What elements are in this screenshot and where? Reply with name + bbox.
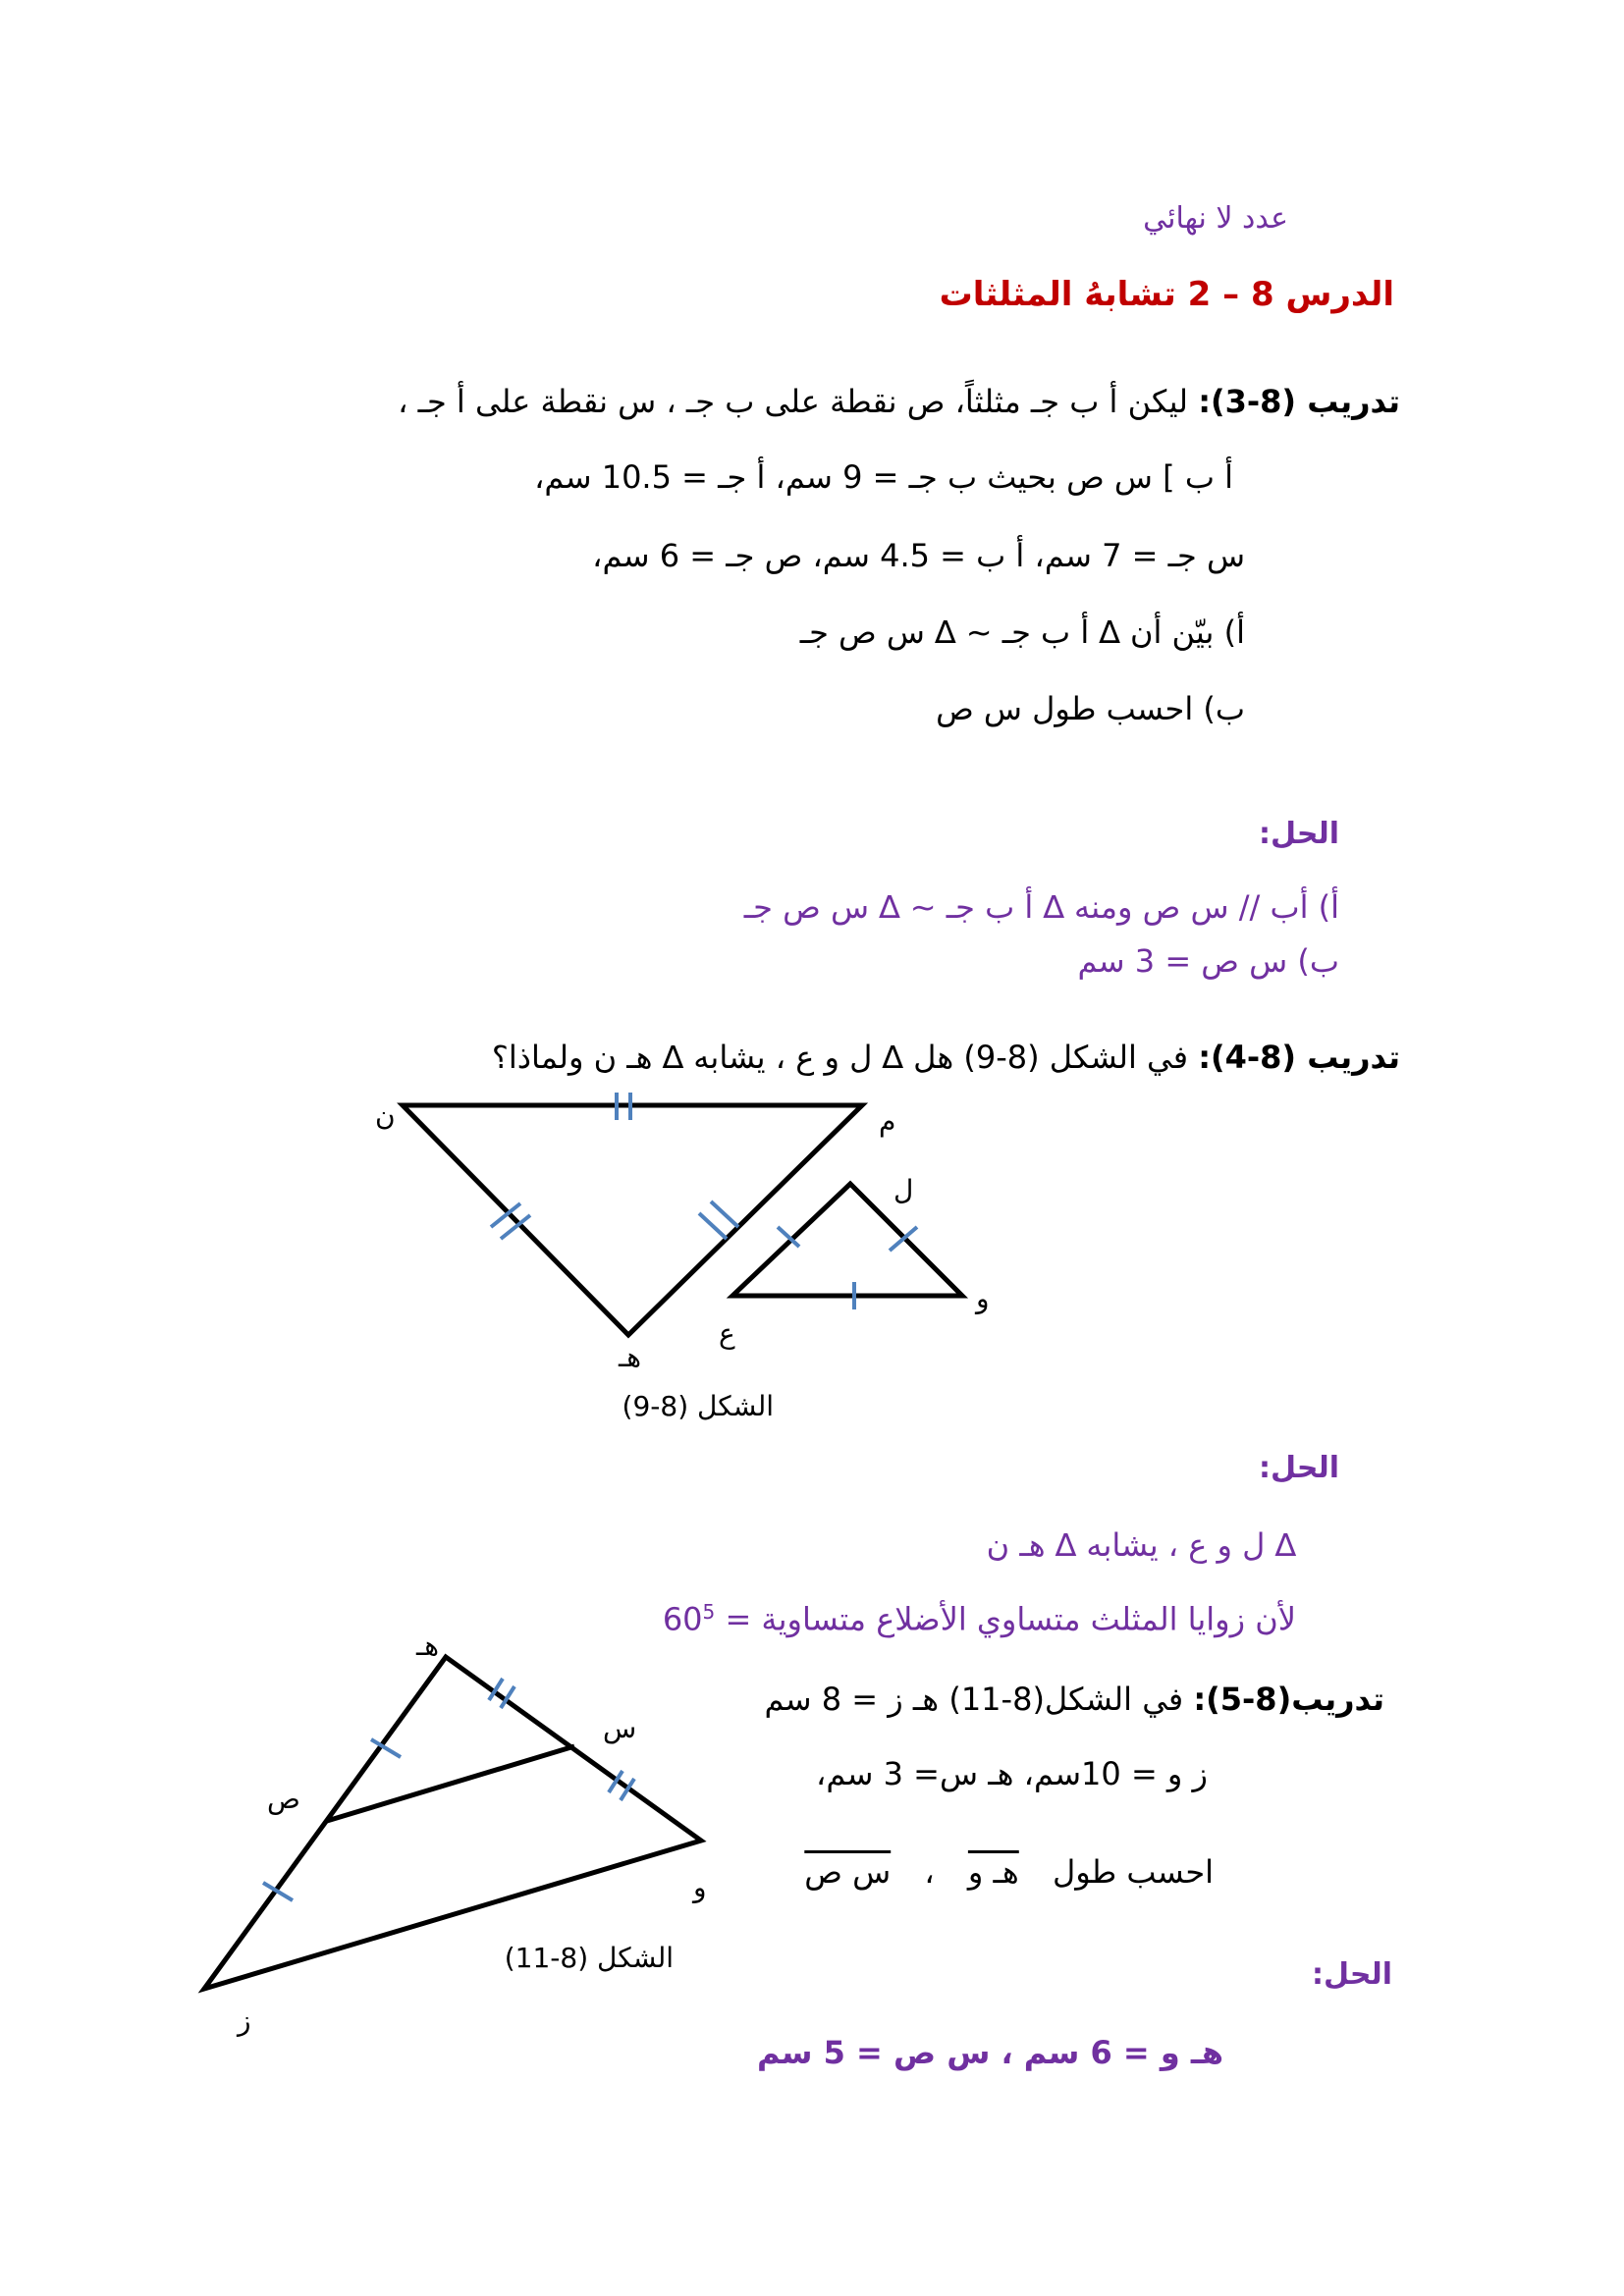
ex3-part-b: ب) احسب طول س ص [936, 690, 1245, 727]
figure-8-11-caption: الشكل (8-11) [504, 1942, 674, 1974]
site-name: عدد لا نهائي [1143, 201, 1288, 236]
ex4-solution-1: ∆ ل و ع ، يشابه ∆ هـ ن [986, 1526, 1296, 1564]
ex4-solution-2 [663, 1600, 1296, 1638]
ex5-statement [764, 1681, 1384, 1718]
segment-sp-label: س ص [804, 1853, 892, 1891]
label-a: ع [719, 1317, 735, 1350]
label2-z: ز [238, 2004, 251, 2037]
label-n: ن [375, 1099, 396, 1132]
ex3-line1: ليكن أ ب جـ مثلثاً، ص نقطة على ب جـ ، س نقطة على أ جـ ، [398, 383, 1199, 420]
ex4-solution-2-sup: 5 [702, 1600, 716, 1624]
ex3-solution-a: أ) أب // س ص ومنه ∆ أ ب جـ ~ ∆ س ص جـ [743, 888, 1339, 926]
ex5-solution: هـ و = 6 سم ، س ص = 5 سم [756, 2034, 1223, 2071]
ex3-label: تدريب (8-3): [1198, 383, 1400, 420]
ex3-line2: أ ب ] س ص بحيث ب جـ = 9 سم، أ جـ = 10.5 سم، [534, 458, 1233, 496]
ex3-solution-b: ب) س ص = 3 سم [1077, 942, 1339, 980]
ex4-solution-2-text: لأن زوايا المثلث متساوي الأضلاع متساوية = 60 [662, 1600, 1296, 1638]
segment-hw: هـ و [967, 1853, 1019, 1891]
ex5-line1: في الشكل(8-11) هـ ز = 8 سم [764, 1681, 1194, 1718]
ex5-solution-label: الحل: [1312, 1957, 1392, 1992]
triangle-hwz [204, 1657, 701, 1989]
triangle-hn [403, 1105, 862, 1335]
tick-marks-8-11 [263, 1679, 637, 1900]
ex3-solution-label: الحل: [1259, 817, 1339, 851]
ex5-line3-prefix: احسب طول [1052, 1853, 1214, 1891]
label-w: و [976, 1282, 990, 1314]
label-h: هـ [619, 1341, 641, 1373]
lesson-title: الدرس 8 – 2 تشابهُ المثلثات [939, 275, 1394, 314]
label2-h: هـ [416, 1629, 439, 1662]
ex3-part-a: أ) بيّن أن ∆ أ ب جـ ~ ∆ س ص جـ [799, 614, 1245, 651]
label2-s: س [603, 1712, 637, 1744]
ex4-question: في الشكل (8-9) هل ∆ ل و ع ، يشابه ∆ هـ ن ولماذا؟ [491, 1039, 1199, 1076]
label2-w: و [693, 1871, 707, 1903]
label-m: م [879, 1105, 896, 1138]
ex4-solution-label: الحل: [1259, 1451, 1339, 1485]
label2-p: ص [267, 1783, 300, 1815]
label-l: ل [893, 1174, 914, 1206]
ex3-line3: س جـ = 7 سم، أ ب = 4.5 سم، ص جـ = 6 سم، [592, 537, 1245, 574]
figure-8-9-caption: الشكل (8-9) [622, 1390, 774, 1422]
ex5-line3 [804, 1853, 1214, 1891]
tick-marks-8-9 [491, 1093, 917, 1309]
ex5-line2: ز و = 10سم، هـ س= 3 سم، [816, 1755, 1208, 1792]
segment-sp [327, 1746, 574, 1821]
ex4-label: تدريب (8-4): [1198, 1039, 1400, 1076]
ex5-comma: ، [924, 1853, 935, 1891]
ex5-label: تدريب(8-5): [1193, 1681, 1384, 1718]
